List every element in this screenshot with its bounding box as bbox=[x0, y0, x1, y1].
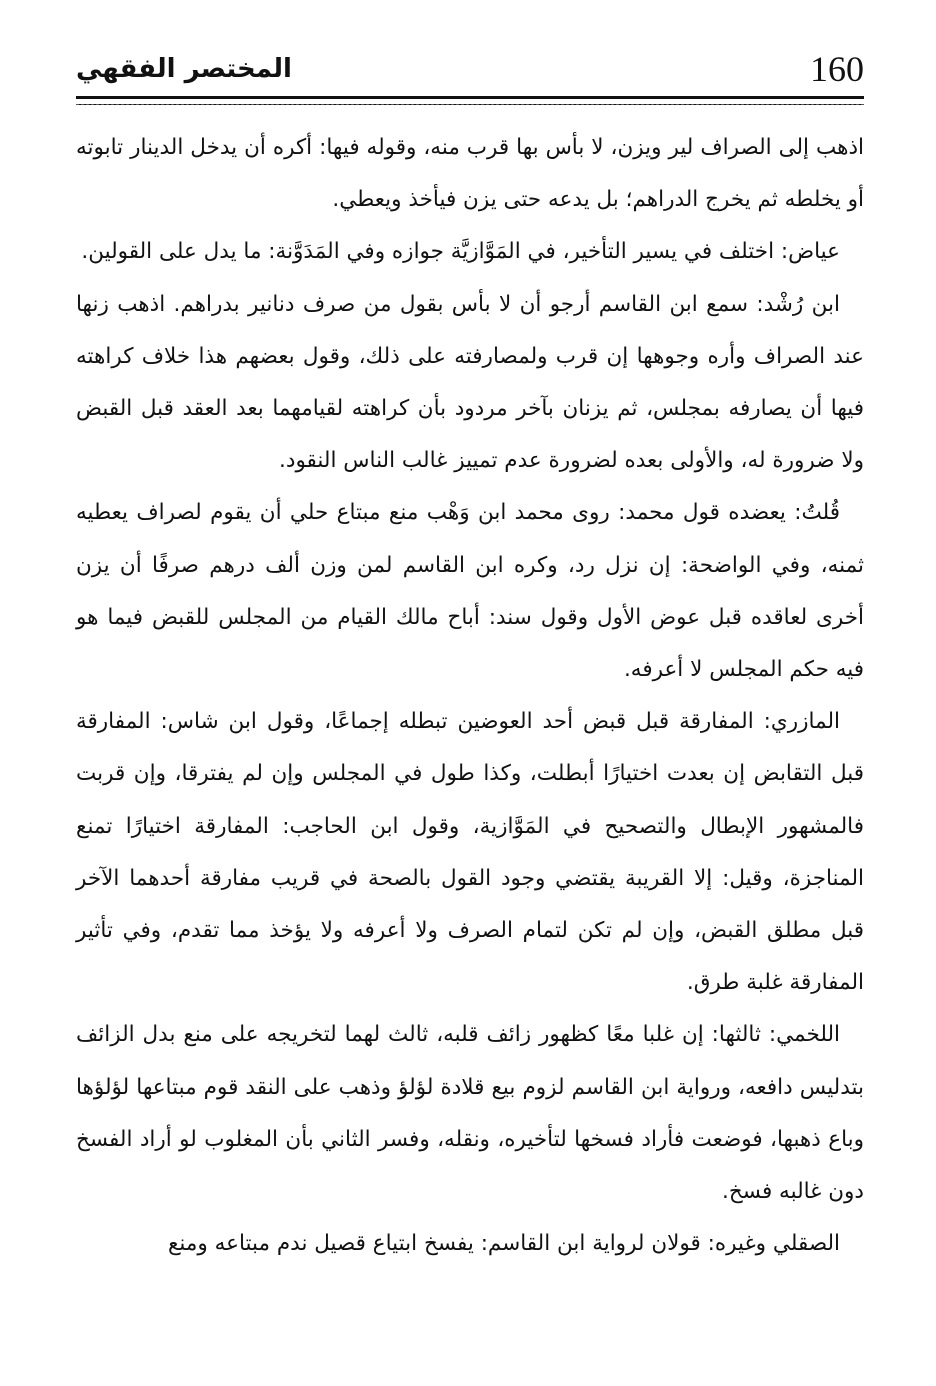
page-number: 160 bbox=[810, 49, 864, 89]
header-rule-dashed bbox=[76, 104, 864, 105]
book-title: المختصر الفقهي bbox=[76, 54, 292, 84]
paragraph-5: المازري: المفارقة قبل قبض أحد العوضين تبطله إجماعًا، وقول ابن شاس: المفارقة قبل التقابض إن بعدت اختيارًا أبطلت، وكذا طول في المجلس وإن لم يفترقا، وإن قربت فالمشهور الإبطال والتصحيح في المَوَّازية، وقول ابن الحاجب: المفارقة اختيارًا تمنع المناجزة، وقيل: إلا القريبة يقتضي وجود القول بالصحة في قريب مفارقة أحدهما الآخر قبل مطلق القبض، وإن لم تكن لتمام الصرف ولا أعرفه ولا يؤخذ مما تقدم، وفي تأثير المفارقة غلبة طرق. bbox=[76, 709, 864, 996]
running-header bbox=[76, 44, 864, 94]
paragraph-7: الصقلي وغيره: قولان لرواية ابن القاسم: يفسخ ابتياع قصيل ندم مبتاعه ومنع bbox=[167, 1231, 840, 1257]
paragraph-4: قُلتُ: يعضده قول محمد: روى محمد ابن وَهْب منع مبتاع حلي أن يقوم لصراف يعطيه ثمنه، وفي الواضحة: إن نزل رد، وكره ابن القاسم لمن وزن ألف درهم صرفًا أن يزن أخرى لعاقده قبل عوض الأول وقول سند: أباح مالك القيام من المجلس للقبض فيما هو فيه حكم المجلس لا أعرفه. bbox=[76, 500, 864, 683]
paragraph-1: اذهب إلى الصراف لير ويزن، لا بأس بها قرب منه، وقوله فيها: أكره أن يدخل الدينار تابوته أو يخلطه ثم يخرج الدراهم؛ بل يدعه حتى يزن فيأخذ ويعطي. bbox=[76, 135, 864, 213]
paragraph-3: ابن رُشْد: سمع ابن القاسم أرجو أن لا بأس بقول من صرف دنانير بدراهم. اذهب زنها عند الصراف وأره وجوهها إن قرب ولمصارفته على ذلك، وقول بعضهم هذا خلاف كراهته فيها أن يصارفه بمجلس، ثم يزنان بآخر مردود بأن كراهته لقيامهما بعد العقد قبل القبض ولا ضرورة له، والأولى بعده لضرورة عدم تمييز غالب الناس النقود. bbox=[76, 291, 864, 474]
paragraph-2: عياض: اختلف في يسير التأخير، في المَوَّازيَّة جوازه وفي المَدَوَّنة: ما يدل على القولين. bbox=[81, 239, 840, 265]
body-text bbox=[76, 122, 864, 1270]
paragraph-6: اللخمي: ثالثها: إن غلبا معًا كظهور زائف قلبه، ثالث لهما لتخريجه على منع بدل الزائف بتدليس دافعه، ورواية ابن القاسم لزوم بيع قلادة لؤلؤ وذهب على النقد قوم مبتاعها لؤلؤها وباع ذهبها، فوضعت فأراد فسخها لتأخيره، ونقله، وفسر الثاني بأن المغلوب لو أراد الفسخ دون غالبه فسخ. bbox=[76, 1022, 864, 1205]
